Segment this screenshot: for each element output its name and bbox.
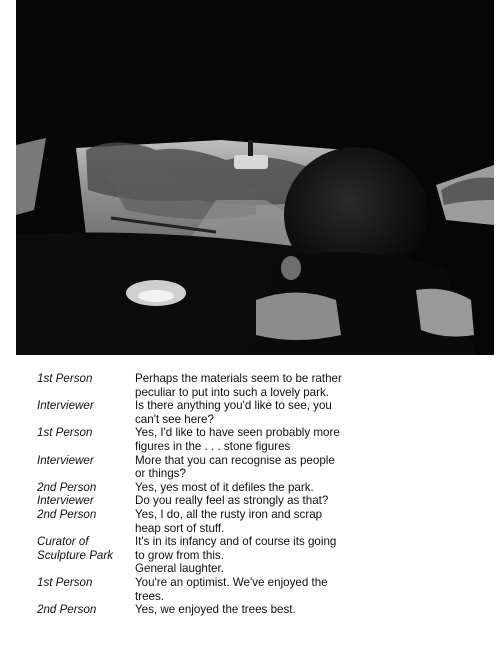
- speaker-name: Interviewer: [37, 494, 94, 508]
- speech-text: Yes, we enjoyed the trees best.: [135, 603, 296, 617]
- transcript-entry: [37, 603, 487, 617]
- speaker-name: 1st Person: [37, 575, 93, 589]
- transcript-entry: [37, 576, 487, 603]
- transcript-entry: [37, 535, 487, 576]
- transcript-entry: [37, 454, 487, 481]
- speech-text: Yes, yes most of it defiles the park.: [135, 480, 314, 494]
- car-interior-photo: [16, 0, 494, 355]
- transcript-entry: [37, 372, 487, 399]
- transcript-entry: [37, 494, 487, 508]
- speech-text: More that you can recognise as people or things?: [135, 453, 335, 481]
- speaker-name: Interviewer: [37, 453, 94, 467]
- speech-text: Perhaps the materials seem to be rather peculiar to put into such a lovely park.: [135, 372, 342, 399]
- speaker-name: Curator of Sculpture Park: [37, 535, 114, 562]
- speaker-name: 1st Person: [37, 426, 93, 440]
- transcript-entry: [37, 508, 487, 535]
- speech-text: Yes, I'd like to have seen probably more figures in the . . . stone figures: [135, 426, 340, 453]
- speech-text: Is there anything you'd like to see, you can't see here?: [135, 399, 332, 426]
- speech-text: Yes, I do, all the rusty iron and scrap heap sort of stuff.: [135, 507, 323, 535]
- transcript-entry: [37, 481, 487, 495]
- photo-drawing: [16, 0, 494, 355]
- interview-transcript: [37, 372, 487, 617]
- speaker-name: 2nd Person: [37, 603, 97, 617]
- speaker-name: 1st Person: [37, 372, 93, 385]
- transcript-entry: [37, 399, 487, 426]
- speaker-name: 2nd Person: [37, 507, 97, 521]
- speaker-name: Interviewer: [37, 399, 94, 413]
- speaker-name: 2nd Person: [37, 480, 97, 494]
- speech-text: You're an optimist. We've enjoyed the trees.: [135, 575, 328, 603]
- speech-text: Do you really feel as strongly as that?: [135, 494, 329, 508]
- speech-text: It's in its infancy and of course its going to grow from this. General laughter.: [135, 535, 337, 576]
- transcript-entry: [37, 426, 487, 453]
